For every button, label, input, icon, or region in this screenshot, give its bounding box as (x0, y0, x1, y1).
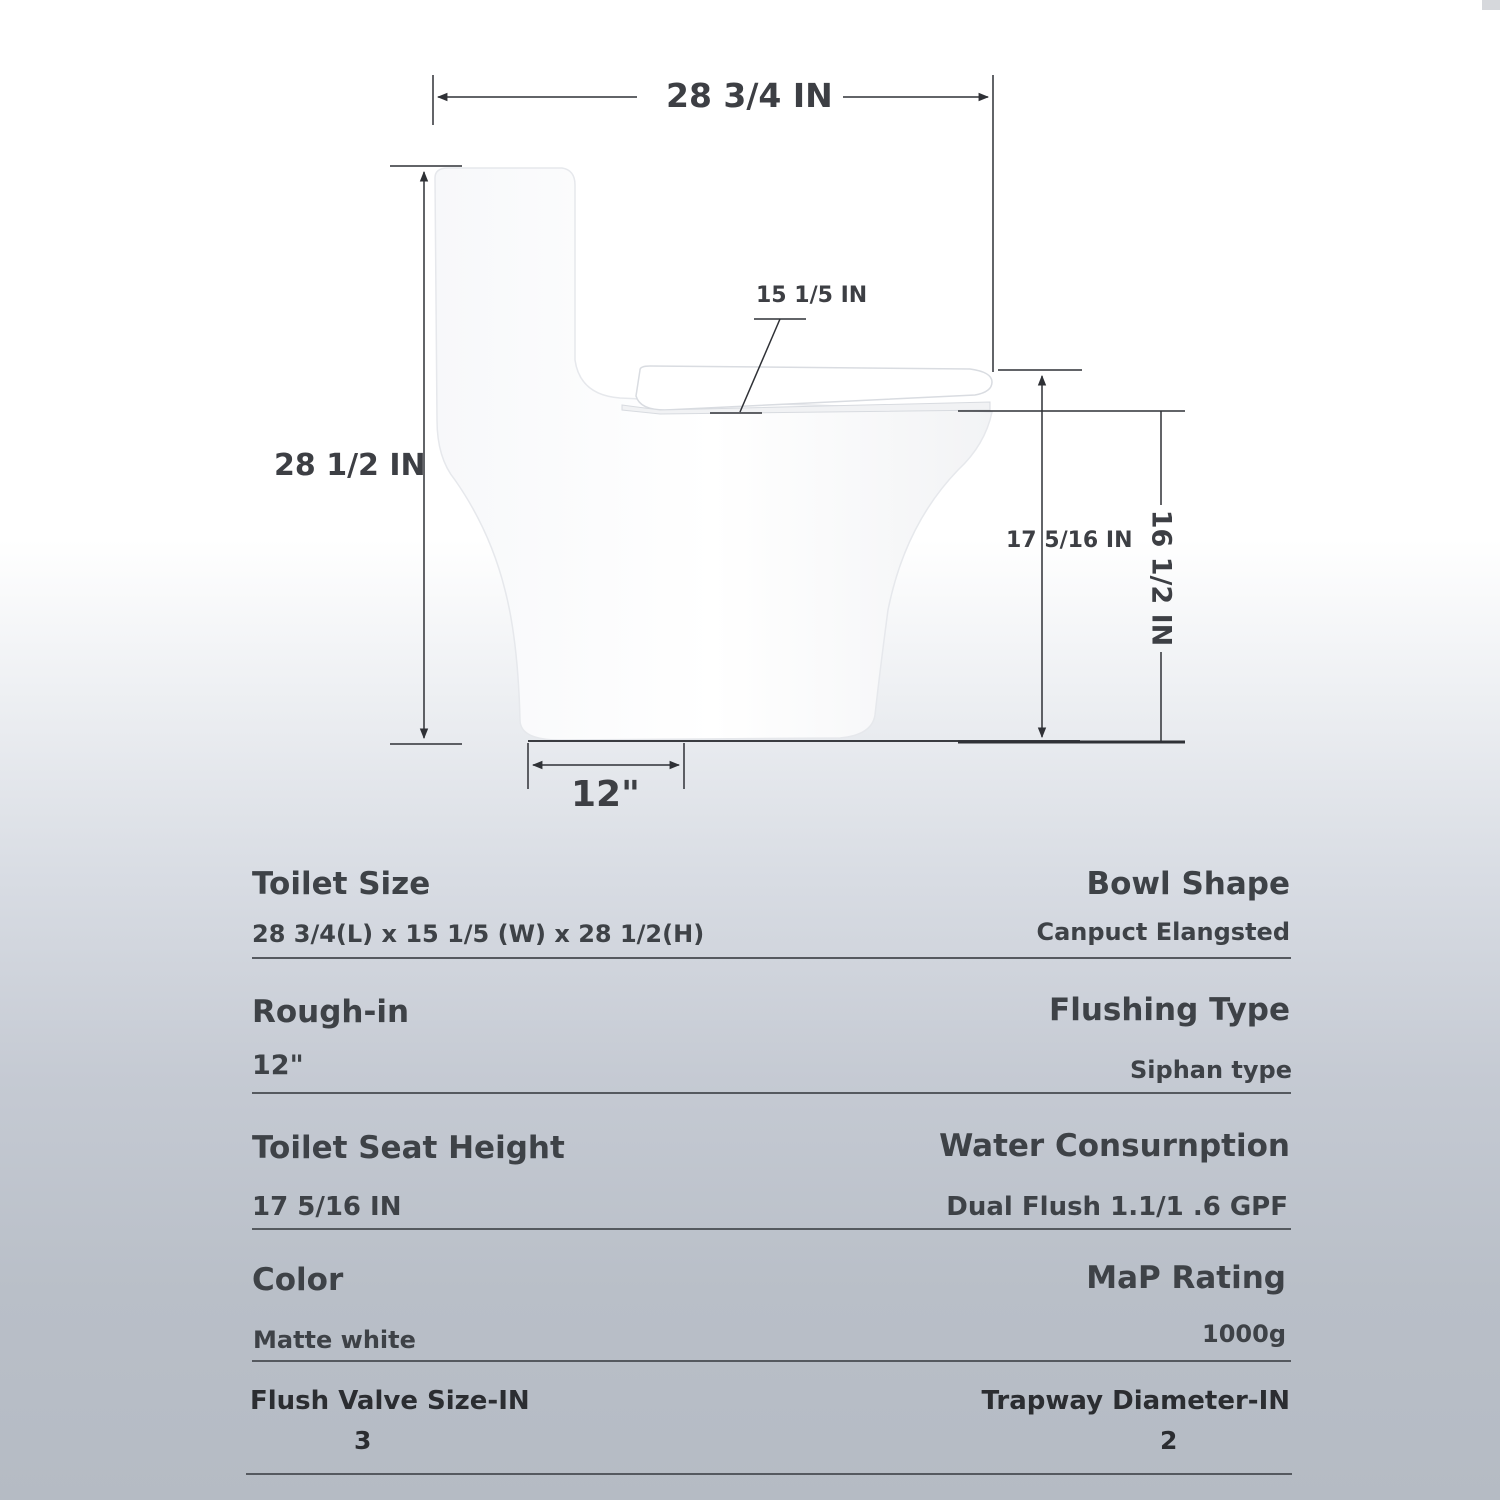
spec-value-rough-in: 12" (252, 1050, 304, 1081)
spec-label-toilet-size: Toilet Size (252, 866, 431, 902)
spec-value-bowl-shape: Canpuct Elangsted (1036, 918, 1290, 946)
spec-divider (252, 1092, 1291, 1094)
toilet-illustration (435, 168, 1080, 741)
spec-label-flushing-type: Flushing Type (1049, 992, 1290, 1028)
spec-label-seat-height: Toilet Seat Height (252, 1130, 565, 1166)
spec-divider (252, 1228, 1291, 1230)
spec-label-color: Color (252, 1262, 344, 1298)
spec-divider (252, 1360, 1291, 1362)
spec-label-water-consumption: Water Consurnption (939, 1128, 1290, 1164)
dim-label-bowl-height: 16 1/2 IN (1145, 509, 1177, 647)
spec-value-color: Matte white (253, 1326, 416, 1354)
spec-value-toilet-size: 28 3/4(L) x 15 1/5 (W) x 28 1/2(H) (252, 920, 705, 948)
spec-label-map-rating: MaP Rating (1086, 1260, 1286, 1296)
spec-divider (252, 957, 1291, 959)
dim-label-overall-length: 28 3/4 IN (666, 76, 833, 115)
dim-label-seat-height: 17 5/16 IN (1006, 528, 1133, 553)
spec-label-trapway-diameter: Trapway Diameter-IN (981, 1386, 1290, 1416)
toilet-tank (435, 168, 992, 740)
spec-value-trapway-diameter: 2 (1160, 1426, 1178, 1455)
dim-seat-height (998, 370, 1082, 737)
spec-label-bowl-shape: Bowl Shape (1086, 866, 1290, 902)
spec-value-flushing-type: Siphan type (1130, 1056, 1292, 1084)
spec-value-seat-height: 17 5/16 IN (252, 1192, 402, 1222)
spec-label-flush-valve-size: Flush Valve Size-IN (250, 1386, 530, 1416)
spec-label-rough-in: Rough-in (252, 994, 410, 1030)
spec-value-map-rating: 1000g (1202, 1320, 1286, 1348)
dim-label-rough-in: 12" (571, 774, 640, 815)
spec-value-water-consumption: Dual Flush 1.1/1 .6 GPF (946, 1192, 1288, 1222)
spec-divider (246, 1473, 1292, 1475)
dim-label-seat-width: 15 1/5 IN (756, 283, 868, 308)
dim-label-overall-height: 28 1/2 IN (274, 448, 426, 483)
spec-value-flush-valve-size: 3 (354, 1426, 372, 1455)
